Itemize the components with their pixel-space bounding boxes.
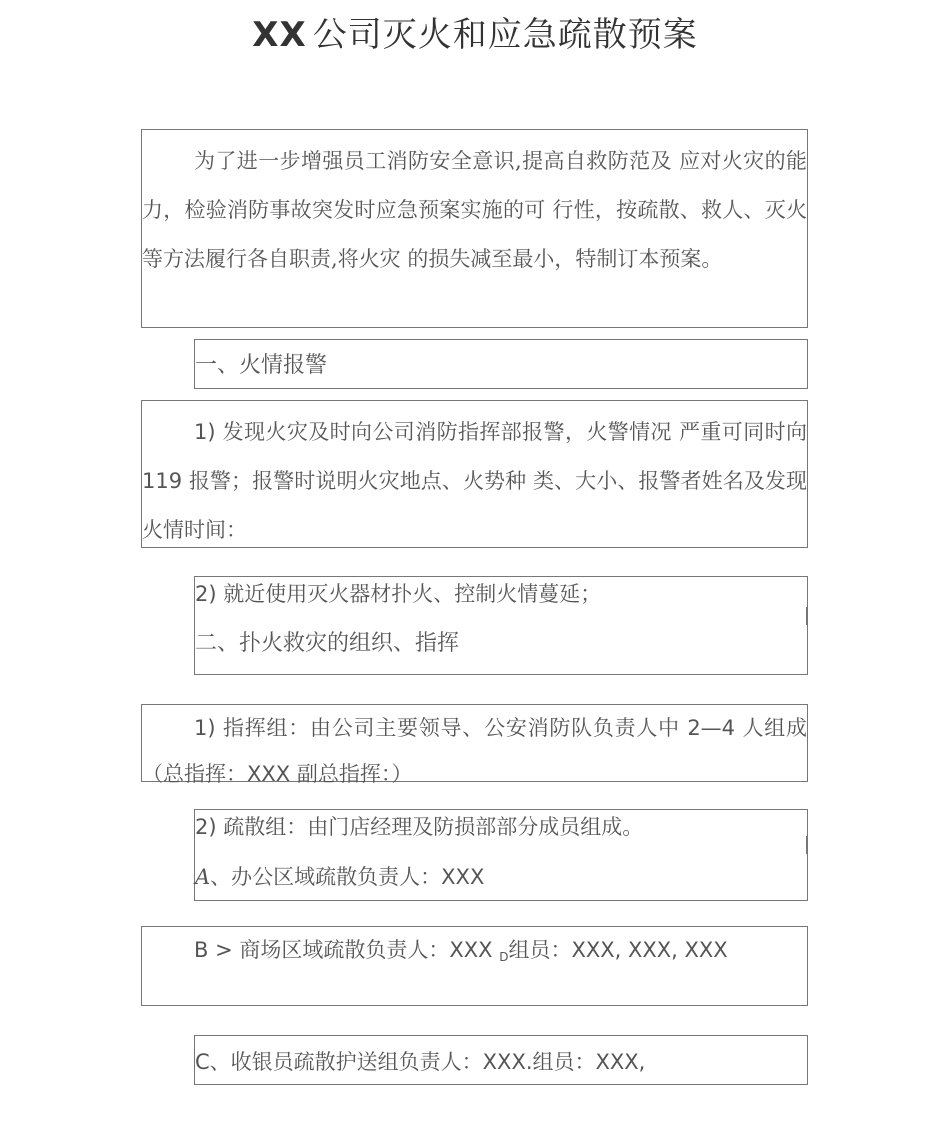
itemB-body: 商场区域疏散负责人： — [232, 938, 450, 962]
item2-1-text-b: 人组成（总指挥： — [142, 716, 807, 786]
itemB-text2: 组员： — [508, 938, 572, 962]
item2-1-text — [142, 705, 807, 797]
title-prefix: XX — [252, 15, 307, 55]
itemB-names: XXX, XXX, XXX — [571, 938, 728, 962]
item2-2-text — [195, 810, 807, 844]
item2-1-num: 1) — [194, 716, 216, 740]
item2-2-num: 2) — [195, 815, 217, 839]
item2-1-name: XXX — [247, 762, 291, 786]
itemA-body: 、办公区域疏散负责人： — [210, 865, 442, 889]
itemC-name: XXX. — [482, 1050, 533, 1074]
item1-1-text-b: 报警；报警时说明火灾地点、火势种 类、大小、报警者姓名及发现火情时间： — [142, 469, 807, 542]
item1-2-text — [195, 577, 807, 611]
page-title — [0, 12, 950, 58]
intro-text: 为了进一步增强员工消防安全意识,提高自救防范及 应对火灾的能力，检验消防事故突发时应急预案实施的可 行性，按疏散、救人、灭火等方法履行各自职责,将火灾 的损失减至最小，特制订本预案。 — [142, 149, 807, 271]
item1-1-text-a: 发现火灾及时向公司消防指挥部报警，火警情况 严重可同时向 — [215, 420, 807, 444]
itemA-name: XXX — [441, 865, 485, 889]
itemC-text — [195, 1042, 807, 1082]
itemC-text2: 组员： — [532, 1050, 596, 1074]
itemB-paragraph — [141, 926, 808, 1006]
item1-1-num: 1) — [194, 420, 216, 444]
itemB-text — [142, 927, 807, 980]
section2-heading-text: 二、扑火救灾的组织、指挥 — [195, 631, 460, 656]
item2-1-text-c: 副总指挥：） — [290, 762, 413, 786]
item1-2-section2-block — [194, 576, 808, 675]
intro-paragraph — [141, 129, 808, 328]
item1-1-num2: 119 — [142, 469, 183, 493]
item2-1-paragraph — [141, 704, 808, 786]
item2-2-body: 疏散组：由门店经理及防损部部分成员组成。 — [216, 815, 644, 839]
item2-2-block — [194, 809, 808, 901]
item2-1-text-a: 指挥组：由公司主要领导、公安消防队负责人中 — [215, 716, 688, 740]
itemC-names: XXX, — [595, 1050, 646, 1074]
section1-heading-text: 一、火情报警 — [195, 353, 328, 378]
item2-1-num2: 2—4 — [687, 716, 736, 740]
item1-2-body: 就近使用灭火器材扑火、控制火情蔓延； — [216, 582, 602, 606]
itemC-letter: C — [195, 1050, 210, 1074]
section1-heading — [194, 339, 808, 389]
itemB-letter: B > — [194, 938, 233, 962]
itemA-text — [195, 860, 807, 894]
item1-2-num: 2) — [195, 582, 217, 606]
itemA-letter: A — [195, 865, 211, 889]
title-text: 公司灭火和应急疏散预案 — [312, 15, 698, 55]
item1-1-text — [142, 408, 807, 555]
item1-1-paragraph — [141, 400, 808, 548]
itemC-block — [194, 1035, 808, 1085]
itemC-body: 、收银员疏散护送组负责人： — [209, 1050, 483, 1074]
itemB-sub: D — [499, 950, 509, 964]
itemB-name: XXX — [449, 938, 493, 962]
